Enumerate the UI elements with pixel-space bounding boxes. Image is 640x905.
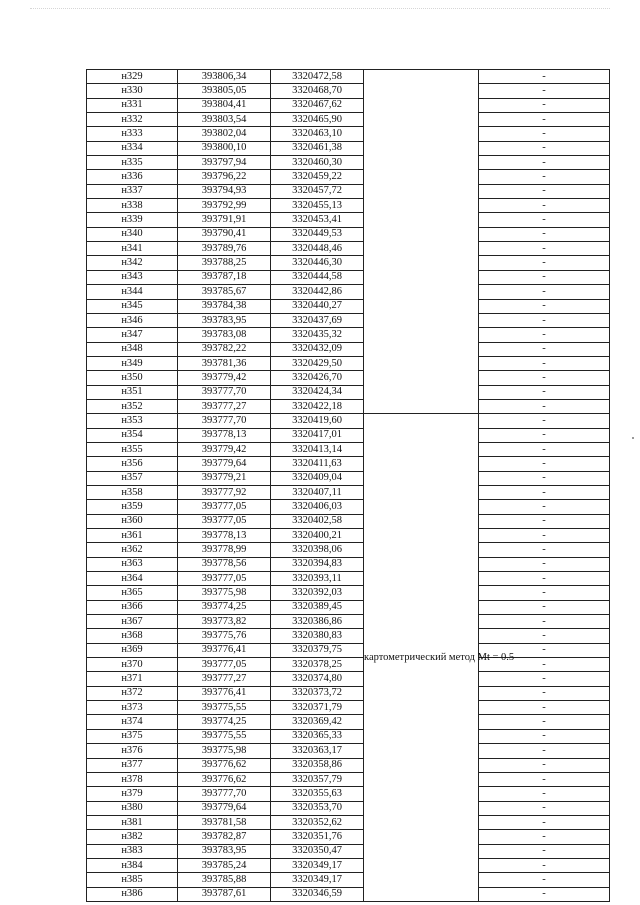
description-cell: -: [479, 529, 610, 543]
description-cell: -: [479, 758, 610, 772]
y-coordinate-cell: 3320349,17: [271, 858, 364, 872]
table-row: [87, 887, 610, 901]
y-coordinate-cell: 3320406,03: [271, 500, 364, 514]
x-coordinate-cell: 393794,93: [178, 184, 271, 198]
description-cell: -: [479, 342, 610, 356]
description-cell: -: [479, 830, 610, 844]
x-coordinate-cell: 393805,05: [178, 84, 271, 98]
description-cell: -: [479, 744, 610, 758]
point-number-cell: н376: [87, 744, 178, 758]
y-coordinate-cell: 3320386,86: [271, 615, 364, 629]
y-coordinate-cell: 3320392,03: [271, 586, 364, 600]
x-coordinate-cell: 393781,36: [178, 356, 271, 370]
table-row: [87, 299, 610, 313]
table-row: [87, 686, 610, 700]
y-coordinate-cell: 3320393,11: [271, 572, 364, 586]
x-coordinate-cell: 393779,64: [178, 457, 271, 471]
table-row: [87, 457, 610, 471]
table-row: [87, 629, 610, 643]
point-number-cell: н352: [87, 399, 178, 413]
table-row: [87, 371, 610, 385]
description-cell: -: [479, 127, 610, 141]
y-coordinate-cell: 3320440,27: [271, 299, 364, 313]
y-coordinate-cell: 3320448,46: [271, 242, 364, 256]
x-coordinate-cell: 393783,95: [178, 844, 271, 858]
y-coordinate-cell: 3320400,21: [271, 529, 364, 543]
table-row: [87, 844, 610, 858]
description-cell: -: [479, 873, 610, 887]
point-number-cell: н333: [87, 127, 178, 141]
x-coordinate-cell: 393777,05: [178, 514, 271, 528]
x-coordinate-cell: 393784,38: [178, 299, 271, 313]
y-coordinate-cell: 3320353,70: [271, 801, 364, 815]
description-cell: -: [479, 672, 610, 686]
table-row: [87, 342, 610, 356]
table-row: [87, 701, 610, 715]
y-coordinate-cell: 3320453,41: [271, 213, 364, 227]
table-row: [87, 141, 610, 155]
table-row: [87, 729, 610, 743]
point-number-cell: н359: [87, 500, 178, 514]
x-coordinate-cell: 393787,61: [178, 887, 271, 901]
table-row: [87, 586, 610, 600]
table-row: [87, 500, 610, 514]
y-coordinate-cell: 3320379,75: [271, 643, 364, 657]
point-number-cell: н339: [87, 213, 178, 227]
description-cell: -: [479, 184, 610, 198]
x-coordinate-cell: 393803,54: [178, 113, 271, 127]
x-coordinate-cell: 393776,41: [178, 686, 271, 700]
table-row: [87, 170, 610, 184]
point-number-cell: н338: [87, 199, 178, 213]
y-coordinate-cell: 3320444,58: [271, 270, 364, 284]
table-row: [87, 815, 610, 829]
table-row: [87, 744, 610, 758]
description-cell: -: [479, 815, 610, 829]
point-number-cell: н344: [87, 285, 178, 299]
point-number-cell: н386: [87, 887, 178, 901]
table-row: [87, 328, 610, 342]
x-coordinate-cell: 393779,42: [178, 442, 271, 456]
point-number-cell: н351: [87, 385, 178, 399]
y-coordinate-cell: 3320417,01: [271, 428, 364, 442]
x-coordinate-cell: 393792,99: [178, 199, 271, 213]
y-coordinate-cell: 3320378,25: [271, 658, 364, 672]
point-number-cell: н353: [87, 414, 178, 428]
point-number-cell: н367: [87, 615, 178, 629]
point-number-cell: н370: [87, 658, 178, 672]
description-cell: -: [479, 615, 610, 629]
table-row: [87, 529, 610, 543]
point-number-cell: н350: [87, 371, 178, 385]
description-cell: -: [479, 414, 610, 428]
description-cell: -: [479, 371, 610, 385]
y-coordinate-cell: 3320346,59: [271, 887, 364, 901]
description-cell: -: [479, 242, 610, 256]
description-cell: -: [479, 485, 610, 499]
description-cell: -: [479, 500, 610, 514]
x-coordinate-cell: 393783,08: [178, 328, 271, 342]
point-number-cell: н336: [87, 170, 178, 184]
x-coordinate-cell: 393777,05: [178, 500, 271, 514]
y-coordinate-cell: 3320429,50: [271, 356, 364, 370]
point-number-cell: н345: [87, 299, 178, 313]
point-number-cell: н346: [87, 313, 178, 327]
table-row: [87, 715, 610, 729]
point-number-cell: н330: [87, 84, 178, 98]
point-number-cell: н385: [87, 873, 178, 887]
description-cell: -: [479, 313, 610, 327]
y-coordinate-cell: 3320373,72: [271, 686, 364, 700]
description-cell: -: [479, 113, 610, 127]
point-number-cell: н382: [87, 830, 178, 844]
table-row: [87, 70, 610, 84]
x-coordinate-cell: 393777,70: [178, 414, 271, 428]
table-row: [87, 557, 610, 571]
table-row: [87, 600, 610, 614]
description-cell: -: [479, 199, 610, 213]
table-row: [87, 414, 610, 428]
description-cell: -: [479, 658, 610, 672]
y-coordinate-cell: 3320380,83: [271, 629, 364, 643]
description-cell: -: [479, 557, 610, 571]
table-row: [87, 113, 610, 127]
description-cell: -: [479, 356, 610, 370]
point-number-cell: н365: [87, 586, 178, 600]
x-coordinate-cell: 393788,25: [178, 256, 271, 270]
x-coordinate-cell: 393791,91: [178, 213, 271, 227]
table-row: [87, 399, 610, 413]
point-number-cell: н381: [87, 815, 178, 829]
description-cell: -: [479, 471, 610, 485]
x-coordinate-cell: 393802,04: [178, 127, 271, 141]
table-row: [87, 385, 610, 399]
x-coordinate-cell: 393775,55: [178, 701, 271, 715]
x-coordinate-cell: 393775,98: [178, 586, 271, 600]
x-coordinate-cell: 393776,62: [178, 758, 271, 772]
y-coordinate-cell: 3320351,76: [271, 830, 364, 844]
y-coordinate-cell: 3320394,83: [271, 557, 364, 571]
description-cell: -: [479, 772, 610, 786]
description-cell: -: [479, 729, 610, 743]
point-number-cell: н378: [87, 772, 178, 786]
table-row: [87, 543, 610, 557]
description-cell: -: [479, 457, 610, 471]
x-coordinate-cell: 393774,25: [178, 715, 271, 729]
description-cell: -: [479, 801, 610, 815]
point-number-cell: н348: [87, 342, 178, 356]
y-coordinate-cell: 3320460,30: [271, 156, 364, 170]
y-coordinate-cell: 3320349,17: [271, 873, 364, 887]
table-row: [87, 572, 610, 586]
y-coordinate-cell: 3320389,45: [271, 600, 364, 614]
x-coordinate-cell: 393783,95: [178, 313, 271, 327]
point-number-cell: н374: [87, 715, 178, 729]
point-number-cell: н371: [87, 672, 178, 686]
table-row: [87, 830, 610, 844]
y-coordinate-cell: 3320350,47: [271, 844, 364, 858]
table-row: [87, 285, 610, 299]
description-cell: -: [479, 227, 610, 241]
point-number-cell: н334: [87, 141, 178, 155]
x-coordinate-cell: 393779,21: [178, 471, 271, 485]
table-row: [87, 213, 610, 227]
description-cell: -: [479, 70, 610, 84]
description-cell: -: [479, 256, 610, 270]
y-coordinate-cell: 3320409,04: [271, 471, 364, 485]
table-row: [87, 485, 610, 499]
description-cell: -: [479, 643, 610, 657]
table-row: [87, 156, 610, 170]
table-row: [87, 442, 610, 456]
y-coordinate-cell: 3320449,53: [271, 227, 364, 241]
point-number-cell: н369: [87, 643, 178, 657]
x-coordinate-cell: 393779,42: [178, 371, 271, 385]
table-row: [87, 514, 610, 528]
point-number-cell: н358: [87, 485, 178, 499]
description-cell: -: [479, 701, 610, 715]
point-number-cell: н355: [87, 442, 178, 456]
y-coordinate-cell: 3320365,33: [271, 729, 364, 743]
point-number-cell: н363: [87, 557, 178, 571]
point-number-cell: н368: [87, 629, 178, 643]
y-coordinate-cell: 3320357,79: [271, 772, 364, 786]
table-row: [87, 787, 610, 801]
y-coordinate-cell: 3320358,86: [271, 758, 364, 772]
y-coordinate-cell: 3320463,10: [271, 127, 364, 141]
table-row: [87, 672, 610, 686]
x-coordinate-cell: 393775,76: [178, 629, 271, 643]
description-cell: -: [479, 600, 610, 614]
x-coordinate-cell: 393777,05: [178, 658, 271, 672]
y-coordinate-cell: 3320424,34: [271, 385, 364, 399]
point-number-cell: н373: [87, 701, 178, 715]
y-coordinate-cell: 3320465,90: [271, 113, 364, 127]
x-coordinate-cell: 393806,34: [178, 70, 271, 84]
y-coordinate-cell: 3320398,06: [271, 543, 364, 557]
table-row: [87, 772, 610, 786]
x-coordinate-cell: 393785,88: [178, 873, 271, 887]
y-coordinate-cell: 3320437,69: [271, 313, 364, 327]
x-coordinate-cell: 393785,67: [178, 285, 271, 299]
y-coordinate-cell: 3320411,63: [271, 457, 364, 471]
table-row: [87, 758, 610, 772]
description-cell: -: [479, 442, 610, 456]
x-coordinate-cell: 393777,27: [178, 672, 271, 686]
description-cell: -: [479, 686, 610, 700]
method-cell-empty: [364, 70, 479, 414]
x-coordinate-cell: 393796,22: [178, 170, 271, 184]
table-row: [87, 615, 610, 629]
y-coordinate-cell: 3320402,58: [271, 514, 364, 528]
x-coordinate-cell: 393800,10: [178, 141, 271, 155]
table-row: [87, 242, 610, 256]
y-coordinate-cell: 3320459,22: [271, 170, 364, 184]
table-row: [87, 84, 610, 98]
scan-noise-line: [30, 8, 610, 13]
description-cell: -: [479, 98, 610, 112]
description-cell: -: [479, 887, 610, 901]
y-coordinate-cell: 3320435,32: [271, 328, 364, 342]
coordinates-table: [86, 69, 610, 902]
description-cell: -: [479, 285, 610, 299]
point-number-cell: н383: [87, 844, 178, 858]
y-coordinate-cell: 3320468,70: [271, 84, 364, 98]
point-number-cell: н384: [87, 858, 178, 872]
y-coordinate-cell: 3320422,18: [271, 399, 364, 413]
y-coordinate-cell: 3320472,58: [271, 70, 364, 84]
table-row: [87, 256, 610, 270]
description-cell: -: [479, 213, 610, 227]
description-cell: -: [479, 629, 610, 643]
point-number-cell: н341: [87, 242, 178, 256]
point-number-cell: н347: [87, 328, 178, 342]
x-coordinate-cell: 393804,41: [178, 98, 271, 112]
table-row: [87, 270, 610, 284]
x-coordinate-cell: 393777,05: [178, 572, 271, 586]
point-number-cell: н349: [87, 356, 178, 370]
y-coordinate-cell: 3320457,72: [271, 184, 364, 198]
x-coordinate-cell: 393776,62: [178, 772, 271, 786]
table-row: [87, 643, 610, 657]
point-number-cell: н361: [87, 529, 178, 543]
description-cell: -: [479, 787, 610, 801]
table-row: [87, 873, 610, 887]
x-coordinate-cell: 393782,87: [178, 830, 271, 844]
description-cell: -: [479, 84, 610, 98]
point-number-cell: н342: [87, 256, 178, 270]
y-coordinate-cell: 3320455,13: [271, 199, 364, 213]
y-coordinate-cell: 3320426,70: [271, 371, 364, 385]
table-row: [87, 199, 610, 213]
table-row: [87, 313, 610, 327]
x-coordinate-cell: 393778,13: [178, 529, 271, 543]
description-cell: -: [479, 572, 610, 586]
x-coordinate-cell: 393774,25: [178, 600, 271, 614]
table-row: [87, 127, 610, 141]
x-coordinate-cell: 393789,76: [178, 242, 271, 256]
y-coordinate-cell: 3320467,62: [271, 98, 364, 112]
x-coordinate-cell: 393776,41: [178, 643, 271, 657]
y-coordinate-cell: 3320419,60: [271, 414, 364, 428]
x-coordinate-cell: 393777,92: [178, 485, 271, 499]
x-coordinate-cell: 393782,22: [178, 342, 271, 356]
description-cell: -: [479, 586, 610, 600]
point-number-cell: н375: [87, 729, 178, 743]
point-number-cell: н337: [87, 184, 178, 198]
method-cell: картометрический метод Mt = 0.5: [364, 414, 479, 902]
description-cell: -: [479, 385, 610, 399]
y-coordinate-cell: 3320371,79: [271, 701, 364, 715]
description-cell: -: [479, 715, 610, 729]
description-cell: -: [479, 543, 610, 557]
description-cell: -: [479, 299, 610, 313]
y-coordinate-cell: 3320355,63: [271, 787, 364, 801]
point-number-cell: н356: [87, 457, 178, 471]
point-number-cell: н340: [87, 227, 178, 241]
table-row: [87, 471, 610, 485]
x-coordinate-cell: 393787,18: [178, 270, 271, 284]
table-row: [87, 227, 610, 241]
y-coordinate-cell: 3320432,09: [271, 342, 364, 356]
x-coordinate-cell: 393797,94: [178, 156, 271, 170]
table-row: [87, 858, 610, 872]
point-number-cell: н354: [87, 428, 178, 442]
x-coordinate-cell: 393777,70: [178, 385, 271, 399]
x-coordinate-cell: 393778,56: [178, 557, 271, 571]
scan-speck: [632, 437, 634, 439]
x-coordinate-cell: 393775,98: [178, 744, 271, 758]
x-coordinate-cell: 393781,58: [178, 815, 271, 829]
description-cell: -: [479, 514, 610, 528]
point-number-cell: н329: [87, 70, 178, 84]
description-cell: -: [479, 270, 610, 284]
y-coordinate-cell: 3320442,86: [271, 285, 364, 299]
y-coordinate-cell: 3320363,17: [271, 744, 364, 758]
point-number-cell: н357: [87, 471, 178, 485]
x-coordinate-cell: 393777,27: [178, 399, 271, 413]
point-number-cell: н380: [87, 801, 178, 815]
point-number-cell: н332: [87, 113, 178, 127]
x-coordinate-cell: 393777,70: [178, 787, 271, 801]
table-row: [87, 801, 610, 815]
x-coordinate-cell: 393778,13: [178, 428, 271, 442]
y-coordinate-cell: 3320413,14: [271, 442, 364, 456]
description-cell: -: [479, 328, 610, 342]
table-row: [87, 356, 610, 370]
x-coordinate-cell: 393779,64: [178, 801, 271, 815]
x-coordinate-cell: 393790,41: [178, 227, 271, 241]
description-cell: -: [479, 399, 610, 413]
point-number-cell: н335: [87, 156, 178, 170]
x-coordinate-cell: 393773,82: [178, 615, 271, 629]
description-cell: -: [479, 170, 610, 184]
x-coordinate-cell: 393785,24: [178, 858, 271, 872]
point-number-cell: н364: [87, 572, 178, 586]
table-row: [87, 184, 610, 198]
table-row: [87, 98, 610, 112]
point-number-cell: н379: [87, 787, 178, 801]
table-row: [87, 658, 610, 672]
y-coordinate-cell: 3320407,11: [271, 485, 364, 499]
point-number-cell: н362: [87, 543, 178, 557]
coordinates-table-body: [87, 70, 610, 902]
point-number-cell: н377: [87, 758, 178, 772]
y-coordinate-cell: 3320461,38: [271, 141, 364, 155]
table-row: [87, 428, 610, 442]
y-coordinate-cell: 3320369,42: [271, 715, 364, 729]
x-coordinate-cell: 393778,99: [178, 543, 271, 557]
point-number-cell: н372: [87, 686, 178, 700]
description-cell: -: [479, 858, 610, 872]
description-cell: -: [479, 844, 610, 858]
x-coordinate-cell: 393775,55: [178, 729, 271, 743]
point-number-cell: н331: [87, 98, 178, 112]
point-number-cell: н360: [87, 514, 178, 528]
y-coordinate-cell: 3320446,30: [271, 256, 364, 270]
description-cell: -: [479, 428, 610, 442]
y-coordinate-cell: 3320352,62: [271, 815, 364, 829]
description-cell: -: [479, 156, 610, 170]
y-coordinate-cell: 3320374,80: [271, 672, 364, 686]
description-cell: -: [479, 141, 610, 155]
point-number-cell: н343: [87, 270, 178, 284]
point-number-cell: н366: [87, 600, 178, 614]
